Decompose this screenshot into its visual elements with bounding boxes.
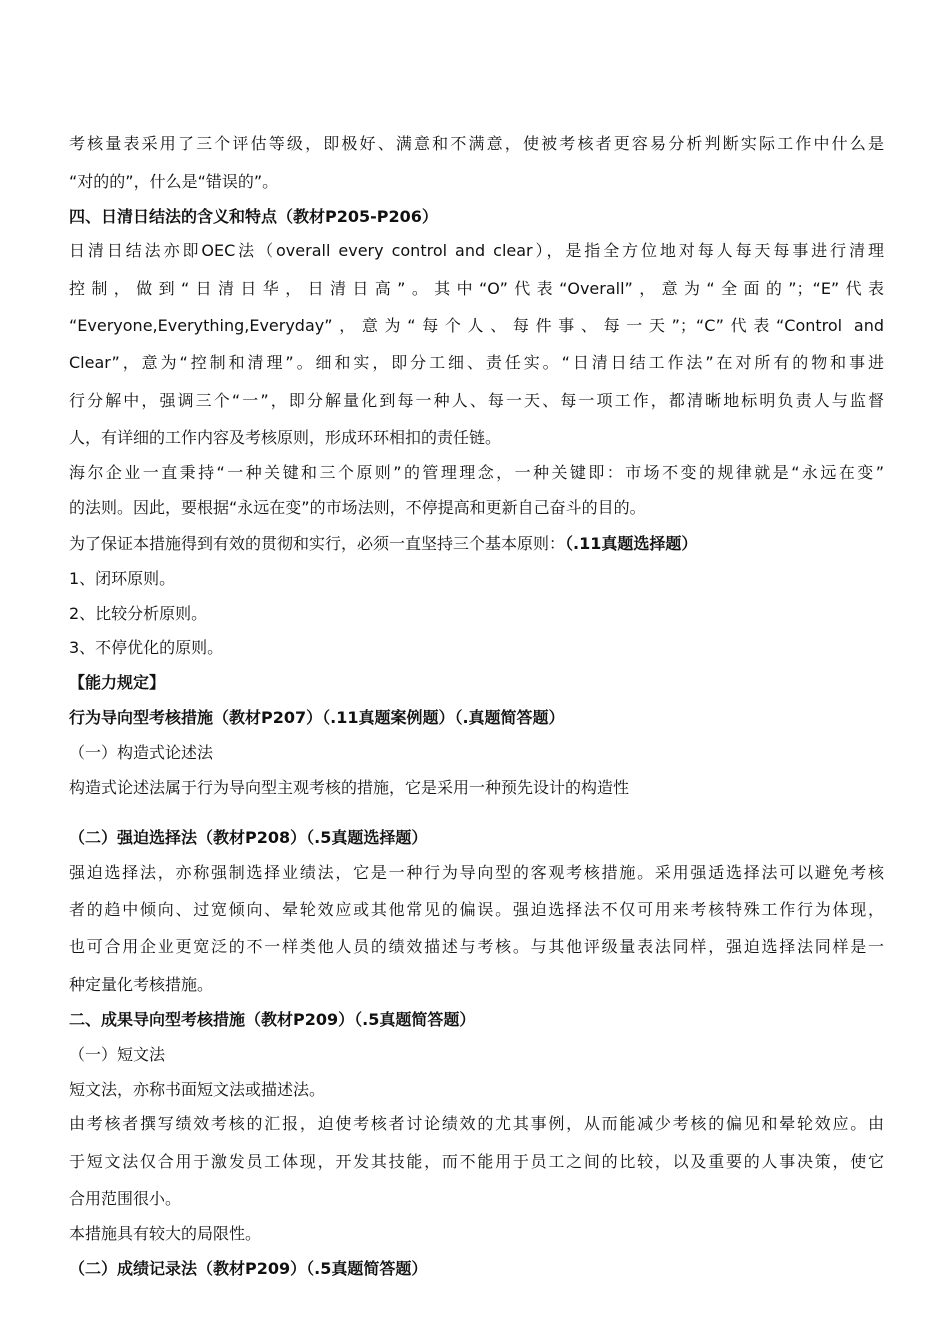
text-line: 海尔企业一直秉持“一种关键和三个原则”的管理理念，一种关键即：市场不变的规律就是“永远在变” bbox=[69, 463, 884, 482]
list-item: 1、闭环原则。 bbox=[69, 569, 176, 588]
text-line bbox=[69, 534, 884, 554]
list-item: 3、不停优化的原则。 bbox=[69, 638, 224, 657]
text-line: 也可合用企业更宽泛的不一样类他人员的绩效描述与考核。与其他评级量表法同样，强迫选择法同样是一 bbox=[69, 937, 884, 956]
text-line: 者的趋中倾向、过宽倾向、晕轮效应或其他常见的偏误。强迫选择法不仅可用来考核特殊工作行为体现， bbox=[69, 900, 884, 919]
text-line: 构造式论述法属于行为导向型主观考核的措施，它是采用一种预先设计的构造性 bbox=[69, 778, 630, 797]
section-heading: （二）成绩记录法（教材P209）（.5真题简答题） bbox=[69, 1259, 428, 1278]
section-heading: （二）强迫选择法（教材P208）（.5真题选择题） bbox=[69, 828, 428, 847]
text-line: Clear”，意为“控制和清理”。细和实，即分工细、责任实。“日清日结工作法”在对所有的物和事进 bbox=[69, 353, 884, 372]
text-segment: 为了保证本措施得到有效的贯彻和实行，必须一直坚持三个基本原则： bbox=[69, 534, 566, 553]
subheading: （一）构造式论述法 bbox=[69, 743, 214, 762]
text-line: 的法则。因此，要根据“永远在变”的市场法则，不停提高和更新自己奋斗的目的。 bbox=[69, 498, 646, 517]
text-line: 短文法，亦称书面短文法或描述法。 bbox=[69, 1080, 326, 1099]
text-line: 合用范围很小。 bbox=[69, 1189, 182, 1208]
exam-note: （.11真题选择题） bbox=[565, 534, 698, 553]
text-line: 人，有详细的工作内容及考核原则，形成环环相扣的责任链。 bbox=[69, 428, 502, 447]
text-line: “对的的”，什么是“错误的”。 bbox=[69, 172, 279, 191]
text-line: 由考核者撰写绩效考核的汇报，迫使考核者讨论绩效的尤其事例，从而能减少考核的偏见和晕轮效应。由 bbox=[69, 1114, 884, 1133]
text-line: 行分解中，强调三个“一”，即分解量化到每一种人、每一天、每一项工作，都清晰地标明负责人与监督 bbox=[69, 391, 884, 410]
text-line: 本措施具有较大的局限性。 bbox=[69, 1224, 262, 1243]
section-heading: 【能力规定】 bbox=[69, 673, 166, 692]
section-heading: 四、日清日结法的含义和特点（教材P205-P206） bbox=[69, 207, 438, 226]
text-line: “Everyone,Everything,Everyday”，意为“每个人、每件事、每一天”；“C”代表“Control and bbox=[69, 316, 884, 335]
list-item: 2、比较分析原则。 bbox=[69, 604, 208, 623]
text-line: 于短文法仅合用于激发员工体现，开发其技能，而不能用于员工之间的比较，以及重要的人事决策，使它 bbox=[69, 1152, 884, 1171]
text-line: 日清日结法亦即OEC法（overall every control and clear），是指全方位地对每人每天每事进行清理 bbox=[69, 241, 884, 260]
text-line: 强迫选择法，亦称强制选择业绩法，它是一种行为导向型的客观考核措施。采用强适选择法可以避免考核 bbox=[69, 863, 884, 882]
text-line: 种定量化考核措施。 bbox=[69, 975, 214, 994]
section-heading: 二、成果导向型考核措施（教材P209）（.5真题简答题） bbox=[69, 1010, 476, 1029]
text-line: 考核量表采用了三个评估等级，即极好、满意和不满意，使被考核者更容易分析判断实际工作中什么是 bbox=[69, 134, 884, 153]
text-line: 控制，做到“日清日华，日清日高”。其中“O”代表“Overall”，意为“全面的”；“E”代表 bbox=[69, 279, 884, 298]
section-heading: 行为导向型考核措施（教材P207）（.11真题案例题）（.真题简答题） bbox=[69, 708, 565, 727]
subheading: （一）短文法 bbox=[69, 1045, 166, 1064]
